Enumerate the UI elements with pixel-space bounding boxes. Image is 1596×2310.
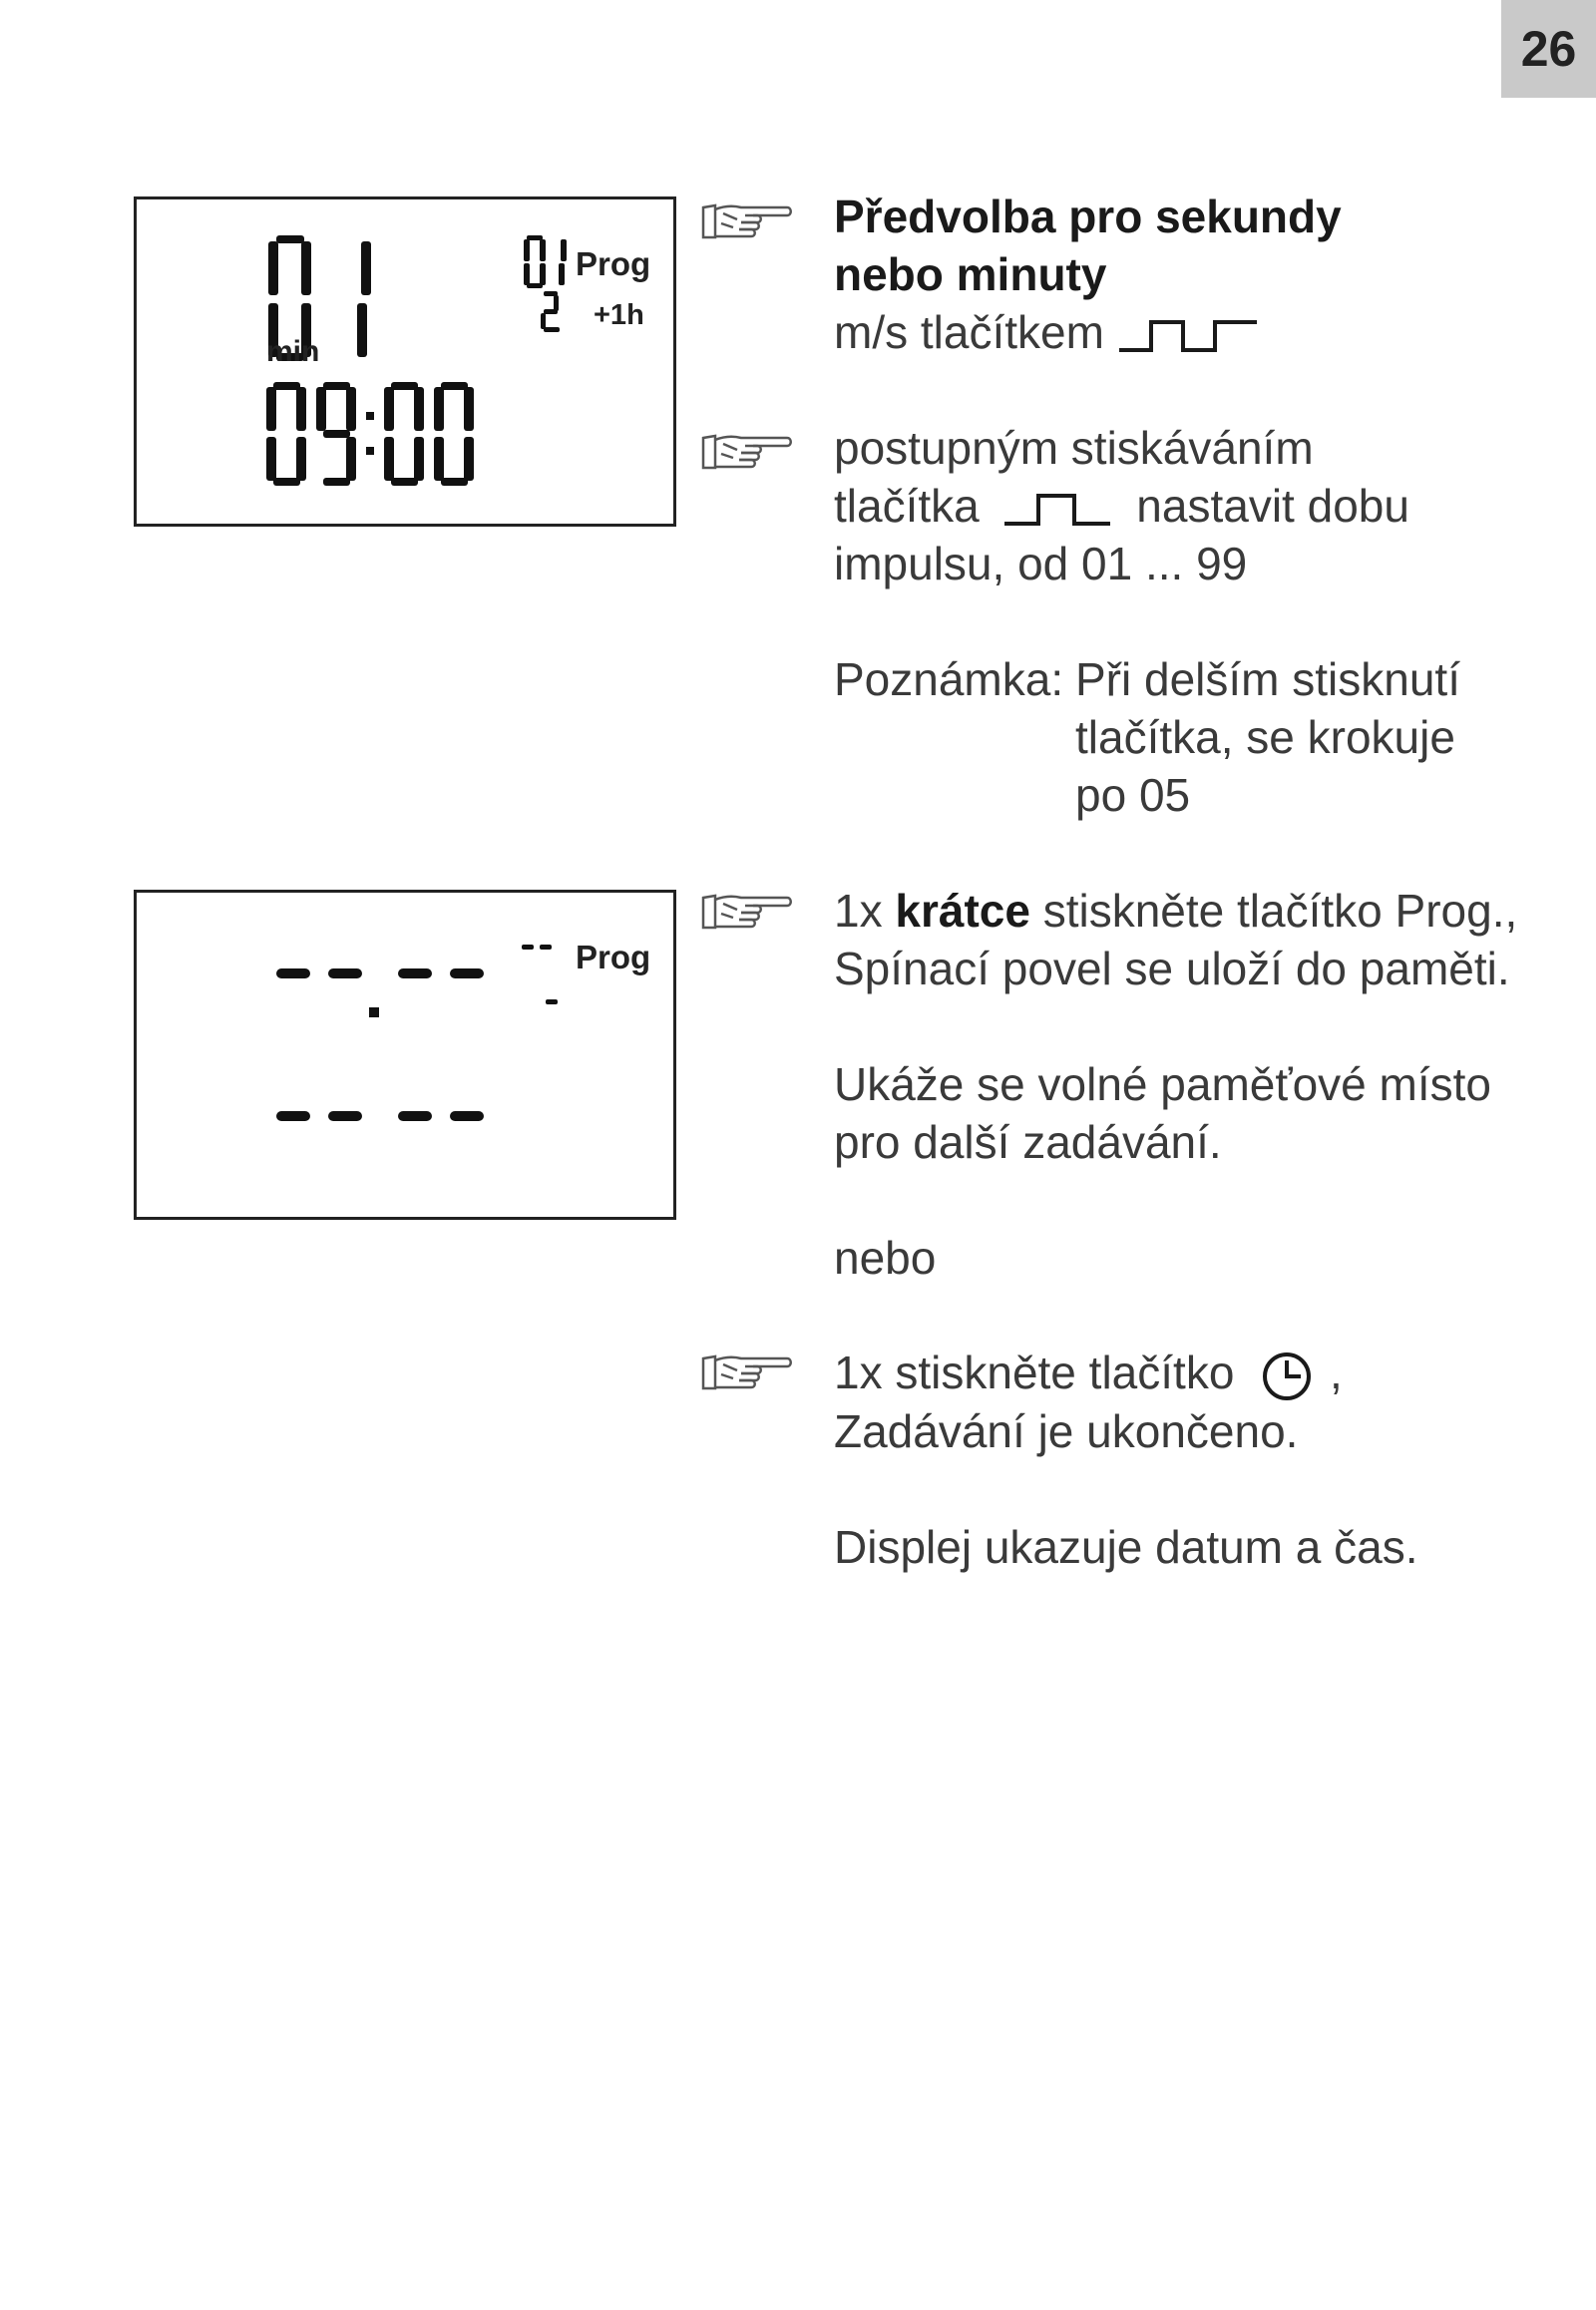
page-number: 26 — [1501, 0, 1596, 98]
note-line: tlačítka, se krokuje — [1075, 711, 1455, 763]
step-text-label: m/s tlačítkem — [834, 306, 1104, 358]
step-heading: nebo minuty — [834, 248, 1107, 300]
step-text-part: , — [1329, 1347, 1343, 1398]
lcd-prog-label: Prog — [576, 245, 651, 282]
lcd-dst-label: +1h — [594, 299, 644, 331]
step-ms-preset — [834, 188, 1342, 361]
step-heading: Předvolba pro sekundy — [834, 191, 1342, 242]
pulse-button-icon — [1002, 490, 1114, 530]
step-finish-entry — [834, 1344, 1418, 1576]
step-text: Spínací povel se uloží do paměti. — [834, 943, 1510, 994]
step-text: impulsu, od 01 ... 99 — [834, 538, 1248, 589]
step-text: Displej ukazuje datum a čas. — [834, 1520, 1418, 1573]
note-label: Poznámka: — [834, 653, 1064, 705]
pointing-hand-icon — [701, 890, 793, 934]
step-text: pro další zadávání. — [834, 1116, 1222, 1168]
step-text-part: 1x — [834, 885, 883, 937]
step-text — [834, 477, 1409, 535]
pointing-hand-icon — [701, 430, 793, 474]
lcd-prog-label: Prog — [576, 939, 651, 975]
clock-icon — [1261, 1350, 1317, 1402]
note-line: Při delším stisknutí — [1075, 653, 1460, 705]
lcd-display-program — [134, 196, 676, 527]
step-set-impulse — [834, 419, 1409, 592]
step-text — [834, 303, 1342, 361]
lcd-display-empty — [134, 890, 676, 1220]
step-text-part: stiskněte tlačítko Prog., — [1042, 885, 1518, 937]
step-text-part: nastavit dobu — [1136, 480, 1409, 532]
step-emphasis: krátce — [895, 885, 1030, 937]
note-text — [1075, 650, 1534, 824]
step-text-part: 1x stiskněte tlačítko — [834, 1347, 1235, 1398]
note-line: po 05 — [1075, 769, 1191, 821]
step-text-part: tlačítka — [834, 480, 980, 532]
step-text: Zadávání je ukončeno. — [834, 1404, 1299, 1457]
pointing-hand-icon — [701, 1350, 793, 1394]
step-text: Ukáže se volné paměťové místo — [834, 1058, 1492, 1110]
step-text: postupným stiskáváním — [834, 422, 1314, 474]
step-text — [834, 882, 1517, 940]
step-save-program — [834, 882, 1517, 1287]
pointing-hand-icon — [701, 199, 793, 243]
step-text — [834, 1344, 1418, 1402]
note — [834, 650, 1552, 830]
ms-pulse-button-icon — [1117, 316, 1263, 356]
lcd-unit-label: min — [266, 335, 320, 368]
or-text: nebo — [834, 1232, 937, 1284]
